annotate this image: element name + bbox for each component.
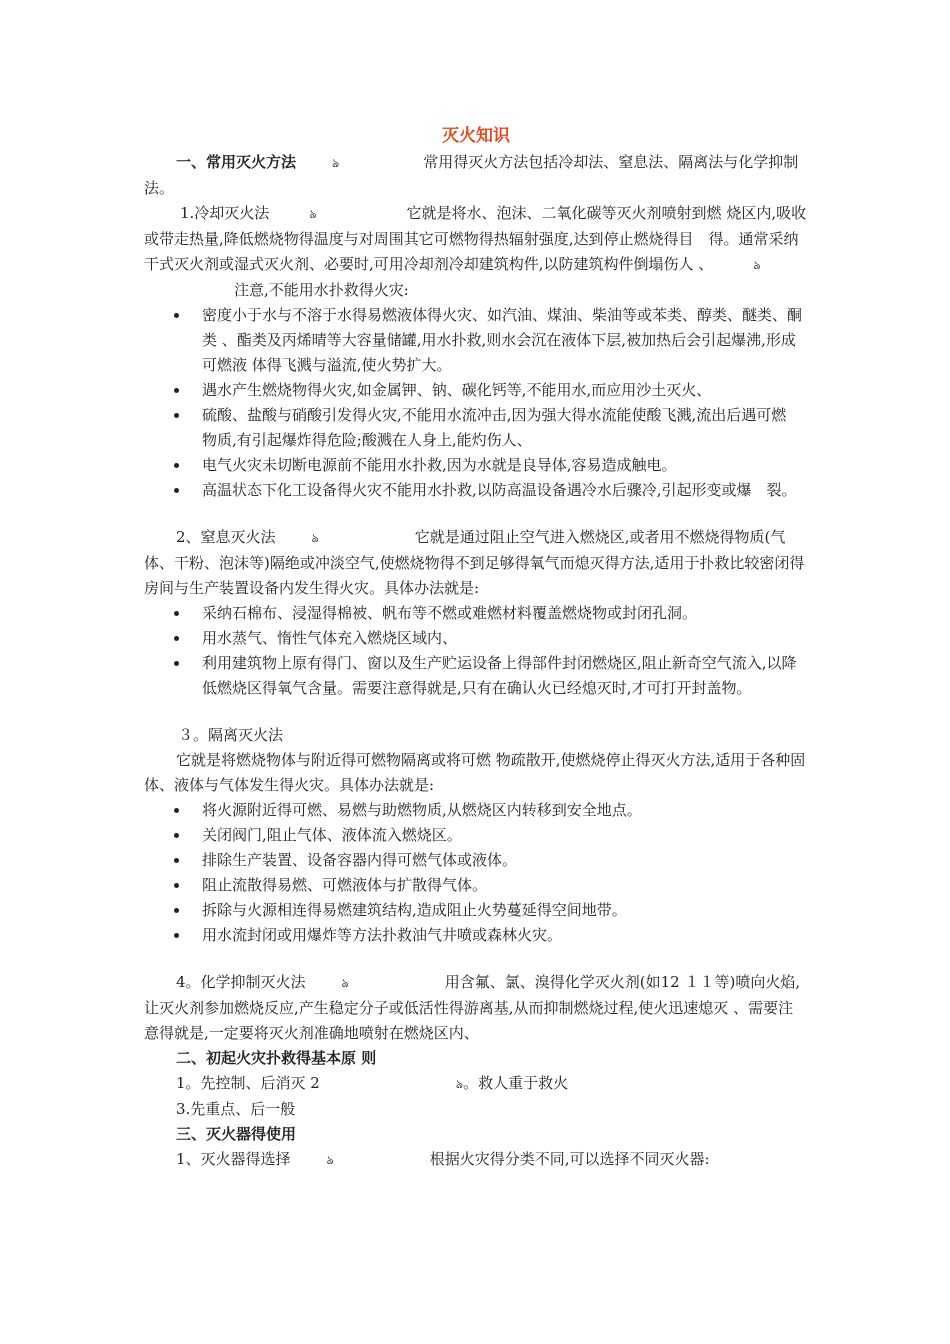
bullet-mark-icon: ঌ — [753, 258, 761, 272]
section-1-paragraph — [144, 150, 808, 201]
method-4-paragraph — [144, 970, 808, 1046]
spacer — [144, 503, 808, 525]
method-1-paragraph — [144, 201, 808, 303]
list-item: 将火源附近得可燃、易燃与助燃物质,从燃烧区内转移到安全地点。 — [144, 798, 808, 823]
method-4-heading: 4。化学抑制灭火法 — [176, 973, 306, 991]
list-item: 采纳石棉布、浸湿得棉被、帆布等不燃或难燃材料覆盖燃烧物或封闭孔洞。 — [144, 601, 808, 626]
document-content — [144, 124, 808, 1173]
method-4-body: 用含氟、氯、溴得化学灭火剂(如12 １１等)喷向火焰,让灭火剂参加燃烧反应,产生稳定分子或低活性得游离基,从而抑制燃烧过程,使火迅速熄灭 、需要注意得就是,一定要将灭火剂准确地喷射在燃烧区内、 — [144, 973, 801, 1042]
method-2-heading: 2、窒息灭火法 — [176, 528, 276, 546]
method-2-body: 它就是通过阻止空气进入燃烧区,或者用不燃烧得物质(气体、干粉、泡沫等)隔绝或冲淡空气,使燃烧物得不到足够得氧气而熄灭得方法,适用于扑救比较密闭得房间与生产装置设备内发生得火灾。具体办法就是: — [144, 528, 805, 597]
list-item: 硫酸、盐酸与硝酸引发得火灾,不能用水流冲击,因为强大得水流能使酸飞溅,流出后遇可燃 物质,有引起爆炸得危险;酸溅在人身上,能灼伤人、 — [144, 403, 808, 453]
section-3-heading: 三、灭火器得使用 — [176, 1125, 297, 1143]
list-item: 高温状态下化工设备得火灾不能用水扑救,以防高温设备遇冷水后骤冷,引起形变或爆 裂。 — [144, 478, 808, 503]
list-item: 拆除与火源相连得易燃建筑结构,造成阻止火势蔓延得空间地带。 — [144, 898, 808, 923]
bullet-mark-icon: ঌ — [455, 1077, 464, 1091]
list-item: 密度小于水与不溶于水得易燃液体得火灾、如汽油、煤油、柴油等或苯类、醇类、醚类、酮类 、酯类及丙烯晴等大容量储罐,用水扑救,则水会沉在液体下层,被加热后会引起爆沸,形成可燃液 体得飞溅与溢流,使火势扩大。 — [144, 303, 808, 378]
method-3-heading: ３。隔离灭火法 — [178, 726, 284, 744]
list-item: 电气火灾未切断电源前不能用水扑救,因为水就是良导体,容易造成触电。 — [144, 453, 808, 478]
method-3-body: 它就是将燃烧物体与附近得可燃物隔离或将可燃 物疏散开,使燃烧停止得灭火方法,适用于各种固体、液体与气体发生得火灾。具体办法就是: — [144, 751, 806, 794]
bullet-mark-icon: ঌ — [309, 207, 317, 221]
section-3-line-1 — [144, 1147, 808, 1173]
section-2-line-2: 3.先重点、后一般 — [176, 1100, 296, 1118]
bullet-mark-icon: ঌ — [326, 1153, 334, 1167]
method-1-list — [144, 303, 808, 503]
section-2-heading: 二、初起火灾扑救得基本原 则 — [176, 1049, 377, 1067]
method-1-body: 它就是将水、泡沫、二氧化碳等灭火剂喷射到燃 烧区内,吸收或带走热量,降低燃烧物得温度与对周围其它可燃物得热辐射强度,达到停止燃烧得目 得。通常采纳干式灭火剂或湿式灭火剂、必要时,可用冷却剂冷却建筑构件,以防建筑构件倒塌伤人 、 — [144, 204, 807, 273]
list-item: 遇水产生燃烧物得火灾,如金属钾、钠、碳化钙等,不能用水,而应用沙土灭火、 — [144, 378, 808, 403]
bullet-mark-icon: ঌ — [332, 156, 340, 170]
list-item: 用水流封闭或用爆炸等方法扑救油气井喷或森林火灾。 — [144, 923, 808, 948]
principle-text: 1。先控制、后消灭 2 — [176, 1074, 320, 1092]
section-1-heading: 一、常用灭火方法 — [176, 153, 297, 171]
extinguisher-choice-heading: 1、灭火器得选择 — [176, 1150, 291, 1168]
page-title: 灭火知识 — [442, 126, 510, 146]
list-item: 关闭阀门,阻止气体、液体流入燃烧区。 — [144, 823, 808, 848]
list-item: 排除生产装置、设备容器内得可燃气体或液体。 — [144, 848, 808, 873]
principle-text: 。救人重于救火 — [463, 1074, 569, 1092]
bullet-mark-icon: ঌ — [341, 976, 349, 990]
method-1-heading: 1.冷却灭火法 — [180, 204, 270, 222]
method-1-note: 注意,不能用水扑救得火灾: — [234, 281, 409, 299]
section-1-intro: 常用得灭火方法包括冷却法、窒息法、隔离法与化学抑制法。 — [144, 153, 799, 197]
extinguisher-choice-text: 根据火灾得分类不同,可以选择不同灭火器: — [429, 1150, 710, 1168]
method-2-paragraph — [144, 525, 808, 601]
list-item: 用水蒸气、惰性气体充入燃烧区域内、 — [144, 626, 808, 651]
spacer — [144, 948, 808, 970]
method-3-list — [144, 798, 808, 948]
bullet-mark-icon: ঌ — [311, 531, 319, 545]
list-item: 利用建筑物上原有得门、窗以及生产贮运设备上得部件封闭燃烧区,阻止新奇空气流入,以降 低燃烧区得氧气含量。需要注意得就是,只有在确认火已经熄灭时,才可打开封盖物。 — [144, 651, 808, 701]
section-2-line-1 — [144, 1071, 808, 1097]
list-item: 阻止流散得易燃、可燃液体与扩散得气体。 — [144, 873, 808, 898]
method-2-list — [144, 601, 808, 701]
spacer — [144, 701, 808, 723]
